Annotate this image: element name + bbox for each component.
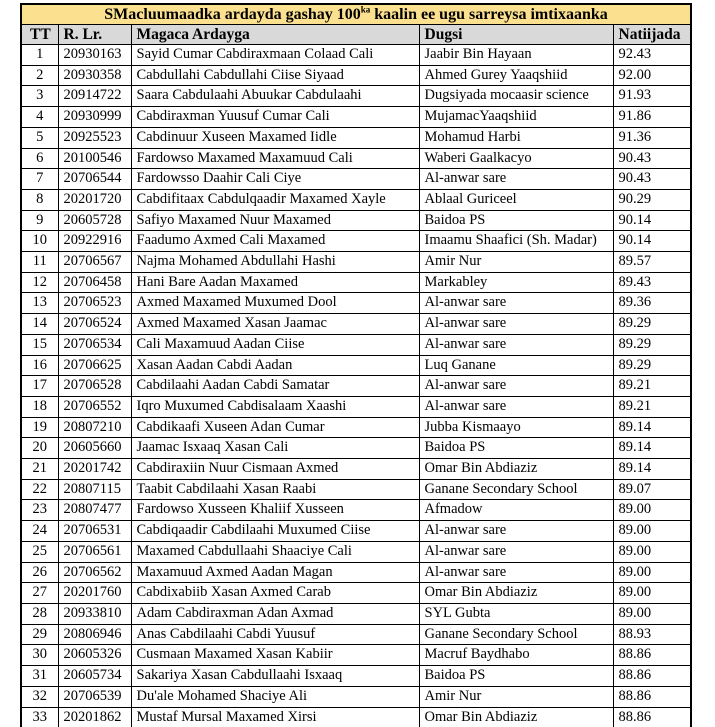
cell-school: MujamacYaaqshiid — [419, 107, 613, 128]
cell-score: 90.43 — [613, 148, 691, 169]
cell-student-name: Mustaf Mursal Maxamed Xirsi — [131, 707, 419, 727]
cell-student-name: Xasan Aadan Cabdi Aadan — [131, 355, 419, 376]
cell-roll-number: 20706523 — [58, 293, 131, 314]
cell-school: Al-anwar sare — [419, 293, 613, 314]
cell-roll-number: 20605660 — [58, 438, 131, 459]
table-row — [21, 334, 691, 355]
cell-score: 90.14 — [613, 231, 691, 252]
cell-roll-number: 20706552 — [58, 396, 131, 417]
cell-roll-number: 20806946 — [58, 624, 131, 645]
cell-roll-number: 20605326 — [58, 645, 131, 666]
cell-rank: 15 — [21, 334, 58, 355]
cell-school: Al-anwar sare — [419, 541, 613, 562]
cell-school: Macruf Baydhabo — [419, 645, 613, 666]
cell-student-name: Maxamed Cabdullaahi Shaaciye Cali — [131, 541, 419, 562]
table-row — [21, 45, 691, 66]
cell-rank: 7 — [21, 169, 58, 190]
cell-score: 89.00 — [613, 541, 691, 562]
cell-roll-number: 20706458 — [58, 272, 131, 293]
cell-rank: 27 — [21, 583, 58, 604]
cell-rank: 6 — [21, 148, 58, 169]
cell-rank: 23 — [21, 500, 58, 521]
cell-score: 89.29 — [613, 334, 691, 355]
cell-score: 91.36 — [613, 127, 691, 148]
cell-roll-number: 20933810 — [58, 603, 131, 624]
cell-school: Luq Ganane — [419, 355, 613, 376]
table-row — [21, 707, 691, 727]
cell-score: 88.86 — [613, 686, 691, 707]
table-row — [21, 127, 691, 148]
cell-rank: 13 — [21, 293, 58, 314]
cell-roll-number: 20201760 — [58, 583, 131, 604]
cell-rank: 30 — [21, 645, 58, 666]
cell-school: Amir Nur — [419, 686, 613, 707]
cell-student-name: Cabdixabiib Xasan Axmed Carab — [131, 583, 419, 604]
cell-school: Amir Nur — [419, 252, 613, 273]
cell-school: Al-anwar sare — [419, 314, 613, 335]
cell-roll-number: 20930999 — [58, 107, 131, 128]
cell-school: Al-anwar sare — [419, 521, 613, 542]
cell-student-name: Cabdullahi Cabdullahi Ciise Siyaad — [131, 65, 419, 86]
cell-student-name: Faadumo Axmed Cali Maxamed — [131, 231, 419, 252]
table-row — [21, 624, 691, 645]
table-title — [21, 4, 691, 25]
cell-rank: 10 — [21, 231, 58, 252]
cell-roll-number: 20706561 — [58, 541, 131, 562]
cell-score: 89.21 — [613, 396, 691, 417]
cell-score: 89.29 — [613, 314, 691, 335]
cell-score: 89.14 — [613, 438, 691, 459]
cell-school: Baidoa PS — [419, 210, 613, 231]
cell-roll-number: 20807477 — [58, 500, 131, 521]
cell-rank: 18 — [21, 396, 58, 417]
cell-score: 90.29 — [613, 189, 691, 210]
table-row — [21, 231, 691, 252]
table-row — [21, 541, 691, 562]
cell-student-name: Fardowsso Daahir Cali Ciye — [131, 169, 419, 190]
cell-rank: 2 — [21, 65, 58, 86]
cell-student-name: Taabit Cabdilaahi Xasan Raabi — [131, 479, 419, 500]
cell-score: 92.43 — [613, 45, 691, 66]
cell-score: 90.14 — [613, 210, 691, 231]
results-table — [20, 3, 692, 727]
cell-rank: 25 — [21, 541, 58, 562]
cell-school: Imaamu Shaafici (Sh. Madar) — [419, 231, 613, 252]
cell-score: 91.86 — [613, 107, 691, 128]
cell-roll-number: 20807210 — [58, 417, 131, 438]
cell-score: 89.29 — [613, 355, 691, 376]
cell-score: 89.00 — [613, 521, 691, 542]
cell-score: 88.86 — [613, 645, 691, 666]
table-row — [21, 314, 691, 335]
cell-roll-number: 20930163 — [58, 45, 131, 66]
cell-student-name: Cabdikaafi Xuseen Adan Cumar — [131, 417, 419, 438]
table-row — [21, 272, 691, 293]
cell-rank: 8 — [21, 189, 58, 210]
cell-roll-number: 20706534 — [58, 334, 131, 355]
cell-rank: 12 — [21, 272, 58, 293]
table-row — [21, 210, 691, 231]
cell-school: Markabley — [419, 272, 613, 293]
cell-roll-number: 20100546 — [58, 148, 131, 169]
cell-score: 88.86 — [613, 666, 691, 687]
cell-student-name: Cabdiraxman Yuusuf Cumar Cali — [131, 107, 419, 128]
cell-score: 89.21 — [613, 376, 691, 397]
column-header-student-name: Magaca Ardayga — [131, 25, 419, 45]
cell-rank: 14 — [21, 314, 58, 335]
cell-roll-number: 20922916 — [58, 231, 131, 252]
cell-student-name: Du'ale Mohamed Shaciye Ali — [131, 686, 419, 707]
cell-school: SYL Gubta — [419, 603, 613, 624]
cell-school: Dugsiyada mocaasir science — [419, 86, 613, 107]
title-row — [21, 4, 691, 25]
table-row — [21, 189, 691, 210]
cell-school: Ablaal Guriceel — [419, 189, 613, 210]
table-row — [21, 603, 691, 624]
cell-student-name: Najma Mohamed Abdullahi Hashi — [131, 252, 419, 273]
cell-roll-number: 20706625 — [58, 355, 131, 376]
cell-score: 92.00 — [613, 65, 691, 86]
cell-student-name: Cabdifitaax Cabdulqaadir Maxamed Xayle — [131, 189, 419, 210]
cell-score: 89.14 — [613, 459, 691, 480]
table-row — [21, 438, 691, 459]
table-row — [21, 666, 691, 687]
cell-student-name: Cabdiqaadir Cabdilaahi Muxumed Ciise — [131, 521, 419, 542]
cell-student-name: Cabdilaahi Aadan Cabdi Samatar — [131, 376, 419, 397]
cell-school: Omar Bin Abdiaziz — [419, 707, 613, 727]
table-row — [21, 459, 691, 480]
cell-student-name: Fardowso Xusseen Khaliif Xusseen — [131, 500, 419, 521]
cell-school: Ganane Secondary School — [419, 624, 613, 645]
cell-roll-number: 20706524 — [58, 314, 131, 335]
cell-rank: 5 — [21, 127, 58, 148]
title-superscript: ka — [360, 4, 371, 15]
table-body — [21, 45, 691, 727]
cell-score: 88.93 — [613, 624, 691, 645]
cell-rank: 17 — [21, 376, 58, 397]
header-row — [21, 25, 691, 45]
cell-school: Jaabir Bin Hayaan — [419, 45, 613, 66]
cell-rank: 4 — [21, 107, 58, 128]
cell-student-name: Maxamuud Axmed Aadan Magan — [131, 562, 419, 583]
cell-rank: 32 — [21, 686, 58, 707]
table-row — [21, 500, 691, 521]
cell-score: 89.00 — [613, 500, 691, 521]
table-row — [21, 479, 691, 500]
table-row — [21, 355, 691, 376]
cell-school: Al-anwar sare — [419, 334, 613, 355]
table-row — [21, 169, 691, 190]
cell-student-name: Sayid Cumar Cabdiraxmaan Colaad Cali — [131, 45, 419, 66]
cell-roll-number: 20706531 — [58, 521, 131, 542]
cell-rank: 21 — [21, 459, 58, 480]
cell-roll-number: 20605734 — [58, 666, 131, 687]
cell-student-name: Cabdiraxiin Nuur Cismaan Axmed — [131, 459, 419, 480]
cell-student-name: Fardowso Maxamed Maxamuud Cali — [131, 148, 419, 169]
cell-student-name: Sakariya Xasan Cabdullaahi Isxaaq — [131, 666, 419, 687]
table-row — [21, 417, 691, 438]
cell-student-name: Jaamac Isxaaq Xasan Cali — [131, 438, 419, 459]
column-header-school: Dugsi — [419, 25, 613, 45]
cell-school: Mohamud Harbi — [419, 127, 613, 148]
cell-score: 89.00 — [613, 562, 691, 583]
table-row — [21, 583, 691, 604]
cell-rank: 29 — [21, 624, 58, 645]
cell-roll-number: 20201720 — [58, 189, 131, 210]
cell-score: 89.00 — [613, 583, 691, 604]
cell-rank: 20 — [21, 438, 58, 459]
cell-rank: 16 — [21, 355, 58, 376]
cell-school: Al-anwar sare — [419, 396, 613, 417]
cell-student-name: Axmed Maxamed Xasan Jaamac — [131, 314, 419, 335]
cell-roll-number: 20706544 — [58, 169, 131, 190]
cell-rank: 11 — [21, 252, 58, 273]
cell-roll-number: 20706567 — [58, 252, 131, 273]
table-row — [21, 252, 691, 273]
cell-roll-number: 20605728 — [58, 210, 131, 231]
table-row — [21, 645, 691, 666]
cell-rank: 31 — [21, 666, 58, 687]
cell-rank: 22 — [21, 479, 58, 500]
cell-rank: 28 — [21, 603, 58, 624]
table-row — [21, 293, 691, 314]
table-row — [21, 65, 691, 86]
cell-roll-number: 20925523 — [58, 127, 131, 148]
cell-student-name: Cusmaan Maxamed Xasan Kabiir — [131, 645, 419, 666]
cell-school: Baidoa PS — [419, 666, 613, 687]
cell-student-name: Axmed Maxamed Muxumed Dool — [131, 293, 419, 314]
table-row — [21, 396, 691, 417]
cell-student-name: Adam Cabdiraxman Adan Axmad — [131, 603, 419, 624]
cell-rank: 1 — [21, 45, 58, 66]
cell-student-name: Anas Cabdilaahi Cabdi Yuusuf — [131, 624, 419, 645]
column-header-tt: TT — [21, 25, 58, 45]
cell-rank: 3 — [21, 86, 58, 107]
cell-rank: 24 — [21, 521, 58, 542]
cell-roll-number: 20706528 — [58, 376, 131, 397]
title-text: SMacluumaadka ardayda gashay 100 — [104, 6, 361, 23]
cell-roll-number: 20201862 — [58, 707, 131, 727]
cell-score: 89.00 — [613, 603, 691, 624]
cell-school: Baidoa PS — [419, 438, 613, 459]
cell-score: 89.57 — [613, 252, 691, 273]
cell-school: Waberi Gaalkacyo — [419, 148, 613, 169]
cell-roll-number: 20201742 — [58, 459, 131, 480]
table-row — [21, 148, 691, 169]
table-row — [21, 376, 691, 397]
column-header-roll-number: R. Lr. — [58, 25, 131, 45]
table-row — [21, 86, 691, 107]
cell-school: Ahmed Gurey Yaaqshiid — [419, 65, 613, 86]
cell-student-name: Cali Maxamuud Aadan Ciise — [131, 334, 419, 355]
cell-school: Al-anwar sare — [419, 562, 613, 583]
cell-score: 89.43 — [613, 272, 691, 293]
cell-student-name: Saara Cabdulaahi Abuukar Cabdulaahi — [131, 86, 419, 107]
cell-rank: 33 — [21, 707, 58, 727]
cell-score: 89.07 — [613, 479, 691, 500]
cell-score: 89.36 — [613, 293, 691, 314]
cell-student-name: Cabdinuur Xuseen Maxamed Iidle — [131, 127, 419, 148]
cell-school: Omar Bin Abdiaziz — [419, 583, 613, 604]
cell-roll-number: 20930358 — [58, 65, 131, 86]
table-row — [21, 686, 691, 707]
title-suffix: kaalin ee ugu sarreysa imtixaanka — [370, 6, 608, 23]
table-row — [21, 562, 691, 583]
cell-school: Jubba Kismaayo — [419, 417, 613, 438]
table-row — [21, 521, 691, 542]
cell-roll-number: 20706562 — [58, 562, 131, 583]
cell-score: 89.14 — [613, 417, 691, 438]
cell-roll-number: 20706539 — [58, 686, 131, 707]
cell-student-name: Hani Bare Aadan Maxamed — [131, 272, 419, 293]
cell-rank: 26 — [21, 562, 58, 583]
cell-rank: 19 — [21, 417, 58, 438]
cell-score: 91.93 — [613, 86, 691, 107]
cell-roll-number: 20807115 — [58, 479, 131, 500]
cell-rank: 9 — [21, 210, 58, 231]
cell-student-name: Safiyo Maxamed Nuur Maxamed — [131, 210, 419, 231]
cell-roll-number: 20914722 — [58, 86, 131, 107]
cell-score: 90.43 — [613, 169, 691, 190]
cell-score: 88.86 — [613, 707, 691, 727]
cell-student-name: Iqro Muxumed Cabdisalaam Xaashi — [131, 396, 419, 417]
cell-school: Ganane Secondary School — [419, 479, 613, 500]
table-row — [21, 107, 691, 128]
cell-school: Afmadow — [419, 500, 613, 521]
column-header-score: Natiijada — [613, 25, 691, 45]
cell-school: Al-anwar sare — [419, 169, 613, 190]
cell-school: Omar Bin Abdiaziz — [419, 459, 613, 480]
cell-school: Al-anwar sare — [419, 376, 613, 397]
